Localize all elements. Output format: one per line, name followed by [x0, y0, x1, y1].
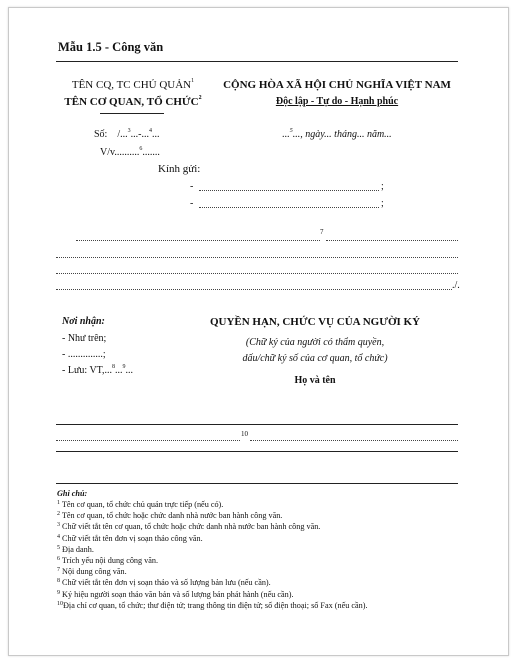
document-number: Số: /...$^3$...-...$^4$... [94, 128, 160, 140]
recipients-item-3: - Lưu: VT,...$^8$...$^9$... [62, 364, 134, 376]
recipient-end-1: ; [381, 181, 384, 192]
recipient-line-1 [199, 190, 379, 191]
address-rule-top [56, 424, 458, 425]
note-item: $^8$ Chữ viết tắt tên đơn vị soạn thảo và số lượng bản lưu (nếu cần). [57, 578, 271, 588]
note-item: $^6$ Trích yếu nội dung công văn. [57, 556, 159, 566]
note-item: $^1$ Tên cơ quan, tổ chức chủ quản trực tiếp (nếu có). [57, 500, 224, 509]
notes-rule [56, 483, 458, 484]
agency-underline [100, 113, 164, 114]
place-date: ...$^5$..., ngày... tháng... năm... [282, 128, 392, 140]
recipients-list-label: Nơi nhận: [62, 316, 105, 327]
note-item: $^2$ Tên cơ quan, tổ chức hoặc chức danh nhà nước ban hành công văn. [57, 511, 283, 521]
recipient-end-2: ; [381, 198, 384, 209]
note-item: $^4$ Chữ viết tắt tên đơn vị soạn thảo công văn. [57, 533, 203, 543]
agency-name: TÊN CƠ QUAN, TỔ CHỨC$^2$ [64, 95, 202, 108]
title-rule [56, 61, 458, 62]
recipients-item-1: - Như trên; [62, 333, 107, 344]
note-item: $^{10}$Địa chỉ cơ quan, tổ chức; thư điện tử; trang thông tin điện tử; số điện thoại; số Fax (nếu cần). [57, 600, 368, 610]
content-line-1b [326, 240, 458, 241]
notes-label: Ghi chú: [57, 489, 88, 498]
content-line-1a [76, 240, 320, 241]
signature-note-2: dấu/chữ ký số của cơ quan, tổ chức) [242, 353, 388, 364]
nation-name: CỘNG HÒA XÃ HỘI CHỦ NGHĨA VIỆT NAM [223, 79, 451, 91]
recipient-dash-2: - [190, 198, 194, 209]
content-end: ./. [452, 280, 460, 291]
document-subject: V/v..........$^6$....... [100, 146, 160, 158]
signer-authority: QUYỀN HẠN, CHỨC VỤ CỦA NGƯỜI KÝ [209, 316, 421, 328]
content-line-3 [56, 273, 458, 274]
address-rule-bottom [56, 451, 458, 452]
notes-list [57, 499, 368, 611]
recipients-item-2: - ..............; [62, 349, 106, 360]
recipients-label: Kính gửi: [158, 163, 201, 175]
motto: Độc lập - Tự do - Hạnh phúc [275, 96, 399, 107]
content-line-4 [56, 289, 452, 290]
note-item: $^5$ Địa danh. [57, 544, 94, 554]
note-item: $^3$ Chữ viết tắt tên cơ quan, tổ chức hoặc chức danh nhà nước ban hành công văn. [57, 522, 321, 532]
agency-parent: TÊN CQ, TC CHỦ QUẢN$^1$ [71, 78, 195, 91]
recipient-dash-1: - [190, 181, 194, 192]
address-line-a [56, 440, 240, 441]
note-item: $^9$ Ký hiệu người soạn thảo văn bản và số lượng bản phát hành (nếu cần). [57, 589, 294, 599]
content-line-2 [56, 257, 458, 258]
signer-name: Họ và tên [294, 375, 336, 386]
form-title: Mẫu 1.5 - Công văn [58, 40, 164, 54]
note-item: $^7$ Nội dung công văn. [57, 567, 127, 577]
recipient-line-2 [199, 207, 379, 208]
content-sup: 7 [320, 228, 324, 236]
address-line-b [250, 440, 458, 441]
signature-note-1: (Chữ ký của người có thẩm quyền, [245, 337, 385, 348]
address-sup: 10 [241, 430, 248, 438]
